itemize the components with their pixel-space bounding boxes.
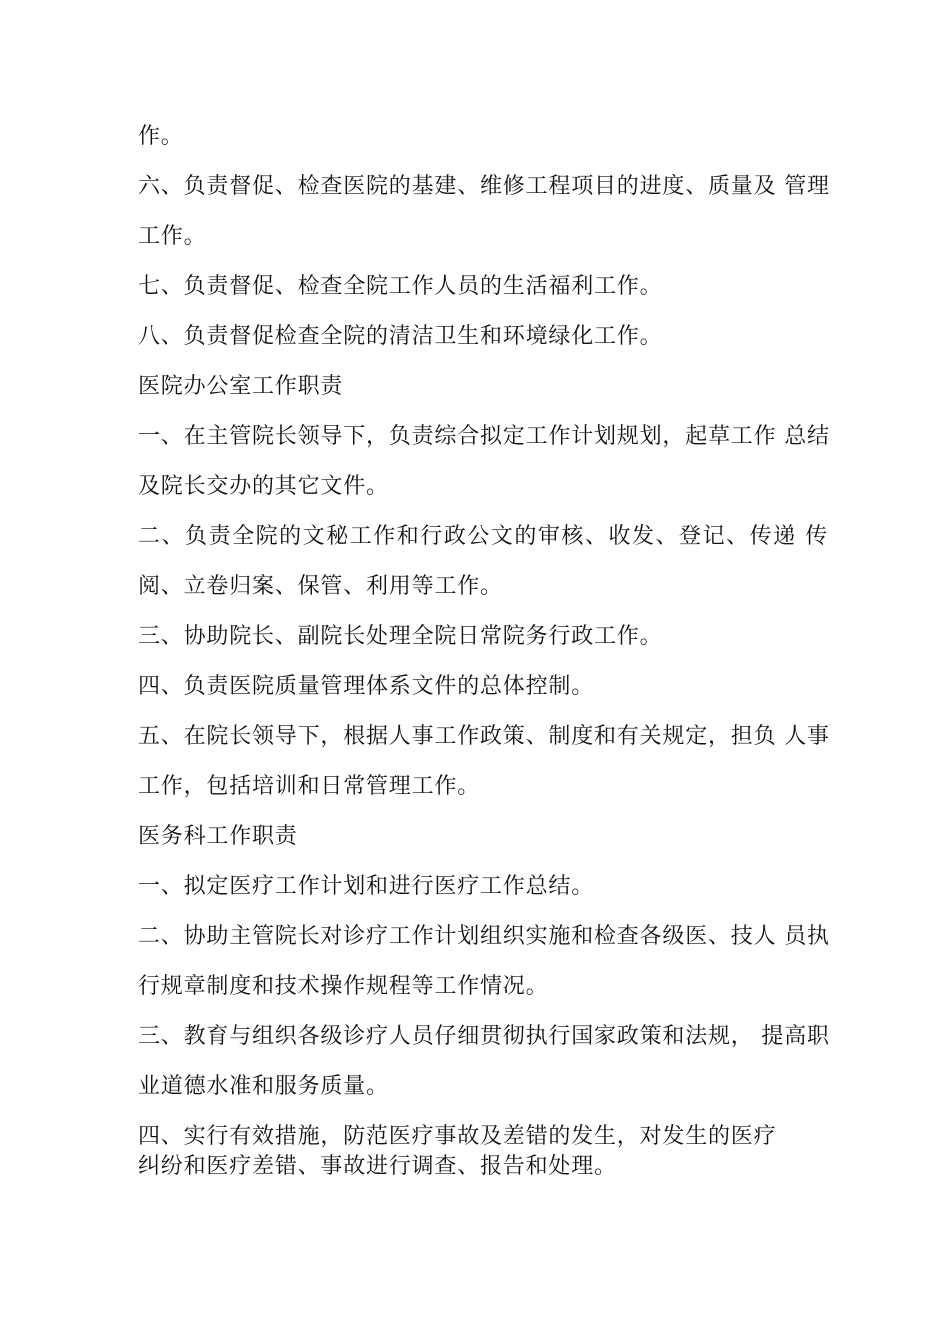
text-line: 四、负责医院质量管理体系文件的总体控制。 [138,674,595,699]
text-line: 三、教育与组织各级诊疗人员仔细贯彻执行国家政策和法规， 提高职 [138,1024,830,1049]
text-line: 作。 [138,124,184,149]
text-line: 八、负责督促检查全院的清洁卫生和环境绿化工作。 [138,324,663,349]
text-line: 一、拟定医疗工作计划和进行医疗工作总结。 [138,874,595,899]
text-line: 业道德水准和服务质量。 [138,1074,389,1099]
text-line: 七、负责督促、检查全院工作人员的生活福利工作。 [138,274,663,299]
section-heading: 医务科工作职责 [138,824,298,849]
text-line: 六、负责督促、检查医院的基建、维修工程项目的进度、质量及 管理 [138,174,830,199]
text-line: 行规章制度和技术操作规程等工作情况。 [138,974,549,999]
text-line: 三、协助院长、副院长处理全院日常院务行政工作。 [138,624,663,649]
document-body [138,119,828,1199]
text-line: 工作，包括培训和日常管理工作。 [138,774,481,799]
text-line: 工作。 [138,224,207,249]
text-line: 阅、立卷归案、保管、利用等工作。 [138,574,503,599]
text-line: 纠纷和医疗差错、事故进行调查、报告和处理。 [138,1154,617,1179]
text-line: 二、协助主管院长对诊疗工作计划组织实施和检查各级医、技人 员执 [138,924,830,949]
text-line: 及院长交办的其它文件。 [138,474,389,499]
text-line: 二、负责全院的文秘工作和行政公文的审核、收发、登记、传递 传 [138,524,828,549]
section-heading: 医院办公室工作职责 [138,374,344,399]
text-line: 四、实行有效措施，防范医疗事故及差错的发生，对发生的医疗 [138,1124,777,1149]
text-line: 一、在主管院长领导下，负责综合拟定工作计划规划，起草工作 总结 [138,424,830,449]
text-line: 五、在院长领导下，根据人事工作政策、制度和有关规定，担负 人事 [138,724,830,749]
